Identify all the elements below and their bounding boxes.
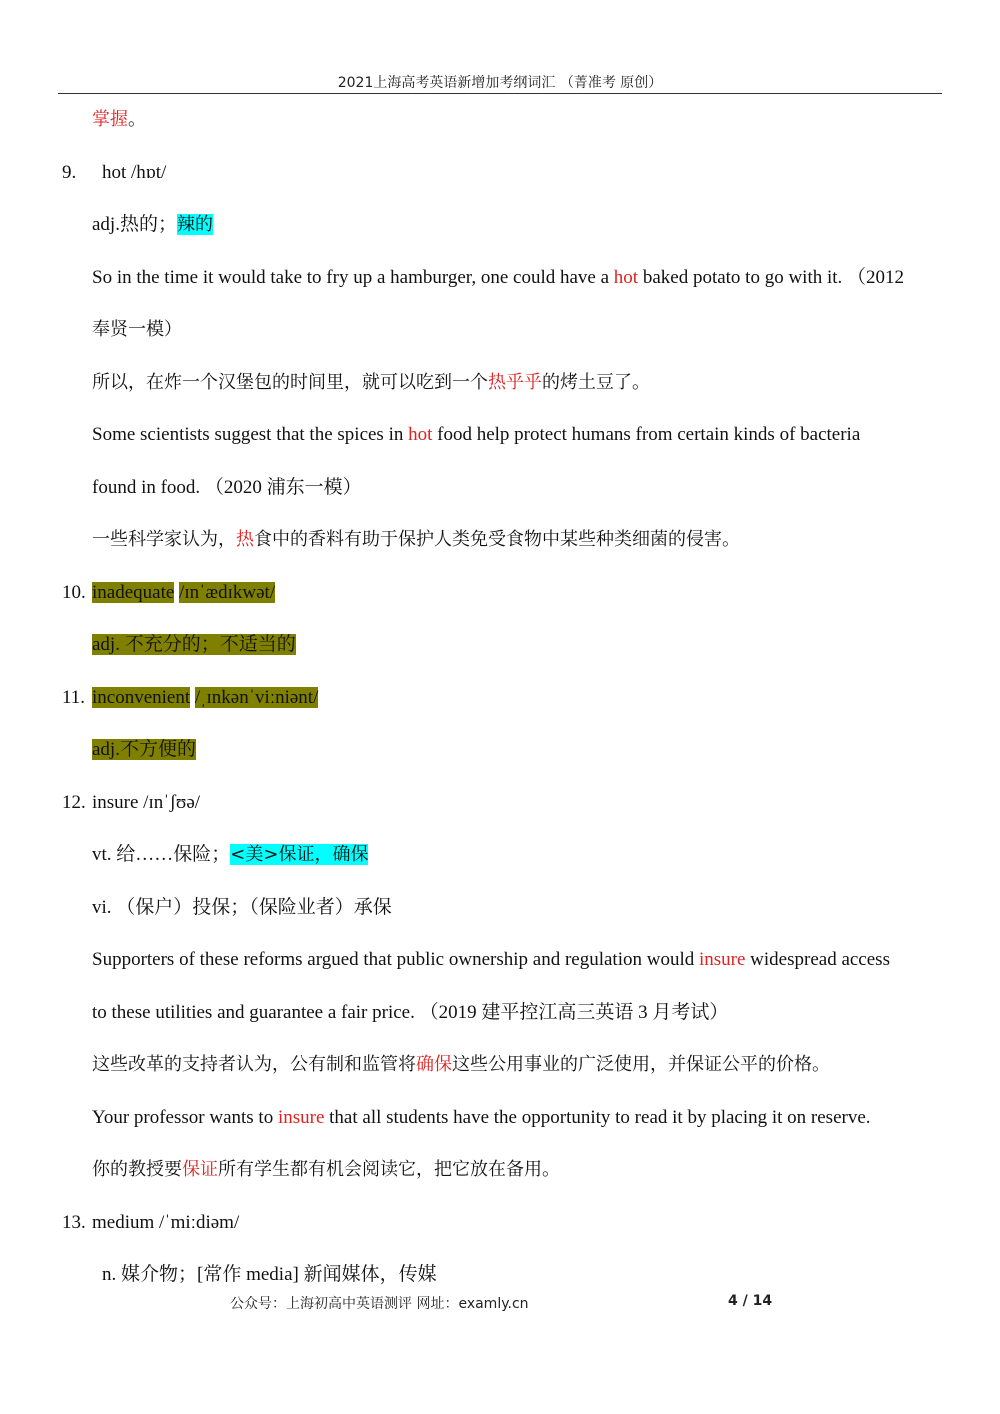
footer-info: 公众号：上海初高中英语测评 网址：examly.cn xyxy=(230,1296,529,1312)
entry-12-ex2-key: insure xyxy=(277,1107,325,1128)
entry-13-num: 13. xyxy=(62,1212,86,1233)
entry-12-ex2-a: Your professor wants to xyxy=(92,1107,278,1128)
entry-9-example-1-source: 奉贤一模） xyxy=(92,319,182,340)
entry-9-def xyxy=(92,213,213,237)
entry-11-word: inconvenient xyxy=(92,687,191,708)
entry-9-ex1-a: So in the time it would take to fry up a hamburger, one could have a xyxy=(92,267,614,288)
entry-9-word: hot /hɒt/ xyxy=(102,162,167,183)
entry-11-phonetic: /ˌɪnkənˈviːniənt/ xyxy=(194,687,319,708)
carryover-tail: 。 xyxy=(128,109,146,130)
entry-10-def-line xyxy=(92,633,296,657)
entry-9-translation-1 xyxy=(92,371,650,395)
entry-12-vi: vi. （保户）投保；（保险业者）承保 xyxy=(92,897,392,918)
entry-12-ex2-b: that all students have the opportunity to read it by placing it on reserve. xyxy=(324,1107,871,1128)
entry-9-def-highlight: 辣的 xyxy=(176,214,213,235)
entry-9-def-prefix: adj.热的； xyxy=(92,214,177,235)
entry-12-vt-prefix: vt. 给……保险； xyxy=(92,844,231,865)
entry-12-example-1 xyxy=(92,948,940,972)
header-rule xyxy=(58,93,942,94)
entry-12-example-1-cont: to these utilities and guarantee a fair price. （2019 建平控江高三英语 3 月考试） xyxy=(92,1002,729,1023)
carryover-line xyxy=(92,108,146,132)
entry-12-tr2-a: 你的教授要 xyxy=(92,1159,182,1180)
entry-12-vt-highlight: <美>保证，确保 xyxy=(230,844,369,865)
entry-12-word: insure /ɪnˈʃʊə/ xyxy=(92,792,201,813)
entry-12-translation-1 xyxy=(92,1053,830,1077)
entry-12-tr1-a: 这些改革的支持者认为，公有制和监管将 xyxy=(92,1054,416,1075)
entry-11-num: 11. xyxy=(62,687,86,708)
entry-9-example-2-cont: found in food. （2020 浦东一模） xyxy=(92,477,362,498)
entry-11-def: adj.不方便的 xyxy=(92,739,196,760)
entry-9-num: 9. xyxy=(62,162,77,183)
entry-9-tr1-key: 热乎乎 xyxy=(488,372,542,393)
entry-9-ex2-key: hot xyxy=(408,424,433,445)
page-number: 4 / 14 xyxy=(728,1293,773,1309)
entry-9-ex2-b: food help protect humans from certain kinds of bacteria xyxy=(432,424,861,445)
entry-11-def-line xyxy=(92,738,196,762)
entry-10-def: adj. 不充分的；不适当的 xyxy=(92,634,296,655)
page-header: 2021上海高考英语新增加考纲词汇 （菁准考 原创） xyxy=(337,75,663,91)
entry-9-ex1-key: hot xyxy=(613,267,639,288)
entry-9-tr1-b: 的烤土豆了。 xyxy=(542,372,650,393)
entry-12-example-2 xyxy=(92,1106,871,1130)
entry-9-tr2-a: 一些科学家认为， xyxy=(92,529,236,550)
entry-12-vt xyxy=(92,843,368,867)
entry-12-num: 12. xyxy=(62,792,86,813)
entry-13-word: medium /ˈmiːdiəm/ xyxy=(92,1212,240,1233)
entry-9-ex2-a: Some scientists suggest that the spices in xyxy=(92,424,409,445)
entry-9-tr1-a: 所以，在炸一个汉堡包的时间里，就可以吃到一个 xyxy=(92,372,488,393)
entry-12-translation-2 xyxy=(92,1158,560,1182)
entry-9-tr2-b: 食中的香料有助于保护人类免受食物中某些种类细菌的侵害。 xyxy=(254,529,740,550)
entry-12-tr1-key: 确保 xyxy=(416,1054,452,1075)
entry-11-headword xyxy=(92,686,318,710)
entry-10-headword xyxy=(92,581,275,605)
entry-12-ex1-key: insure xyxy=(698,949,746,970)
entry-12-tr2-b: 所有学生都有机会阅读它，把它放在备用。 xyxy=(218,1159,560,1180)
entry-9-example-2 xyxy=(92,423,940,447)
entry-9-example-1 xyxy=(92,266,940,290)
carryover-key: 掌握 xyxy=(92,109,128,130)
entry-13-def: n. 媒介物；[常作 media] 新闻媒体，传媒 xyxy=(102,1264,437,1285)
entry-10-num: 10. xyxy=(62,582,86,603)
entry-12-tr2-key: 保证 xyxy=(182,1159,218,1180)
entry-10-word: inadequate xyxy=(92,582,175,603)
entry-12-ex1-a: Supporters of these reforms argued that public ownership and regulation would xyxy=(92,949,699,970)
entry-9-tr2-key: 热 xyxy=(236,529,254,550)
entry-12-tr1-b: 这些公用事业的广泛使用，并保证公平的价格。 xyxy=(452,1054,830,1075)
entry-12-ex1-b: widespread access xyxy=(745,949,890,970)
entry-10-phonetic: /ɪnˈædɪkwət/ xyxy=(179,582,276,603)
entry-9-ex1-b: baked potato to go with it. （2012 xyxy=(638,267,905,288)
entry-9-translation-2 xyxy=(92,528,740,552)
